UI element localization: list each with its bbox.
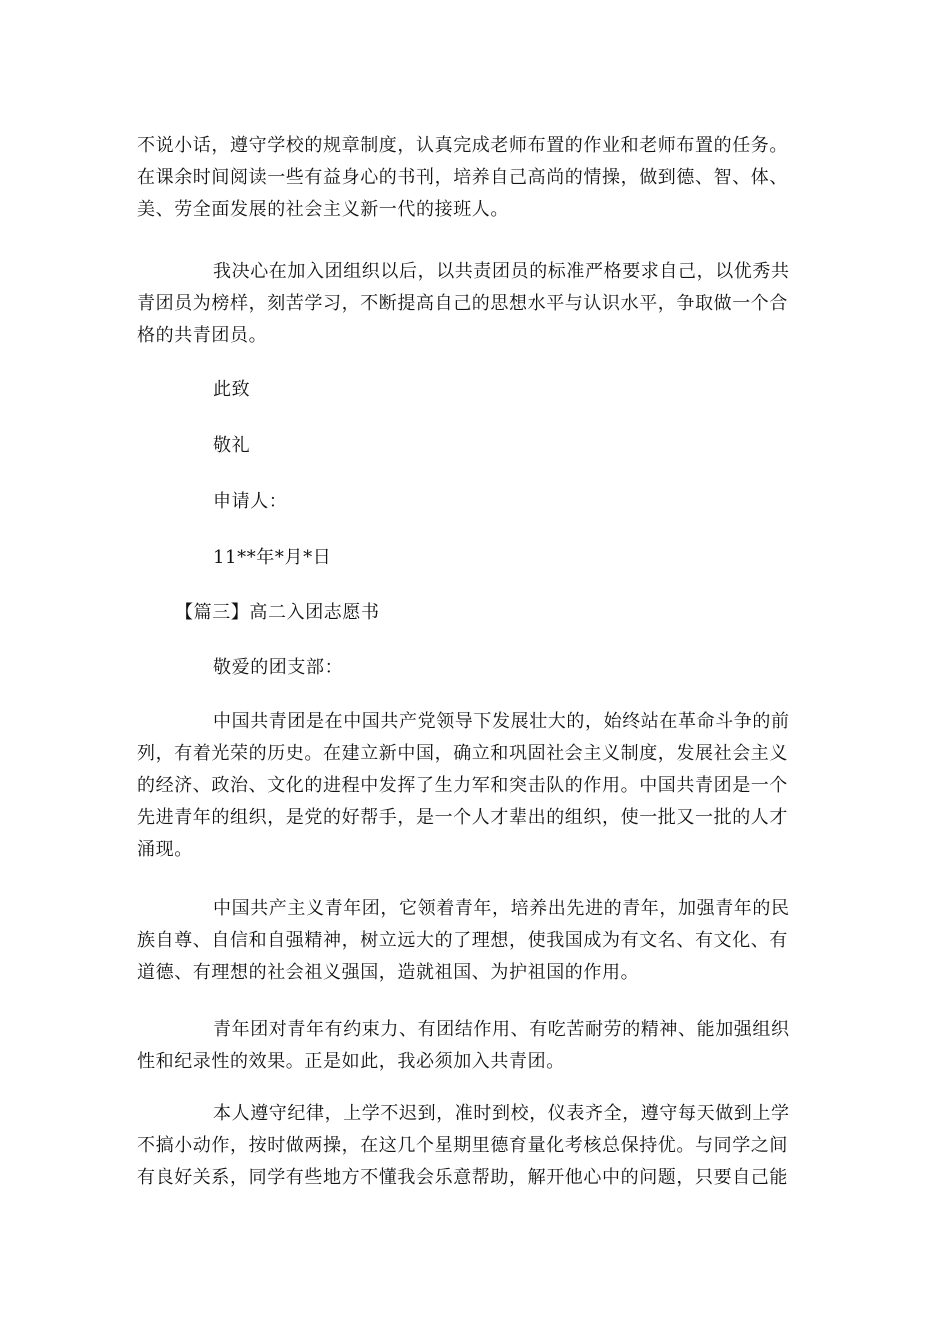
paragraph-continuation — [137, 130, 813, 226]
paragraph-resolve — [137, 256, 813, 352]
paragraph-line: 不搞小动作，按时做两操，在这几个星期里德育量化考核总保持优。与同学之间 — [137, 1135, 788, 1156]
paragraph-line: 青年团对青年有约束力、有团结作用、有吃苦耐劳的精神、能加强组织 — [213, 1019, 790, 1040]
paragraph-line: 格的共青团员。 — [137, 325, 268, 346]
salutation-cizhi: 此致 — [213, 379, 251, 400]
paragraph-line: 在课余时间阅读一些有益身心的书刊，培养自己高尚的情操，做到德、智、体、 — [137, 167, 788, 188]
date-line: 11**年*月*日 — [213, 547, 332, 568]
paragraph-self-conduct — [137, 1098, 813, 1194]
paragraph-line: 青团员为榜样，刻苦学习，不断提高自己的思想水平与认识水平，争取做一个合 — [137, 293, 788, 314]
paragraph-line: 涌现。 — [137, 839, 193, 860]
section-heading: 【篇三】高二入团志愿书 — [175, 602, 380, 623]
paragraph-line: 本人遵守纪律，上学不迟到，准时到校，仪表齐全，遵守每天做到上学 — [213, 1103, 790, 1124]
paragraph-history — [137, 706, 813, 866]
paragraph-league-role — [137, 893, 813, 989]
greeting: 敬爱的团支部： — [213, 657, 344, 678]
paragraph-line: 中国共青团是在中国共产党领导下发展壮大的，始终站在革命斗争的前 — [213, 711, 790, 732]
paragraph-line: 性和纪录性的效果。正是如此，我必须加入共青团。 — [137, 1051, 565, 1072]
paragraph-line: 不说小话，遵守学校的规章制度，认真完成老师布置的作业和老师布置的任务。 — [137, 135, 788, 156]
paragraph-line: 族自尊、自信和自强精神，树立远大的了理想，使我国成为有文名、有文化、有 — [137, 930, 788, 951]
paragraph-line: 我决心在加入团组织以后，以共责团员的标准严格要求自己，以优秀共 — [213, 261, 790, 282]
paragraph-line: 先进青年的组织，是党的好帮手，是一个人才辈出的组织，使一批又一批的人才 — [137, 807, 788, 828]
paragraph-line: 的经济、政治、文化的进程中发挥了生力军和突击队的作用。中国共青团是一个 — [137, 775, 788, 796]
paragraph-line: 列，有着光荣的历史。在建立新中国，确立和巩固社会主义制度，发展社会主义 — [137, 743, 788, 764]
paragraph-line: 中国共产主义青年团，它领着青年，培养出先进的青年，加强青年的民 — [213, 898, 790, 919]
paragraph-line: 道德、有理想的社会祖义强国，造就祖国、为护祖国的作用。 — [137, 962, 640, 983]
paragraph-line: 美、劳全面发展的社会主义新一代的接班人。 — [137, 199, 509, 220]
applicant-label: 申请人： — [213, 491, 288, 512]
paragraph-discipline — [137, 1014, 813, 1078]
salutation-jingli: 敬礼 — [213, 435, 251, 456]
paragraph-line: 有良好关系，同学有些地方不懂我会乐意帮助，解开他心中的问题，只要自己能 — [137, 1167, 788, 1188]
